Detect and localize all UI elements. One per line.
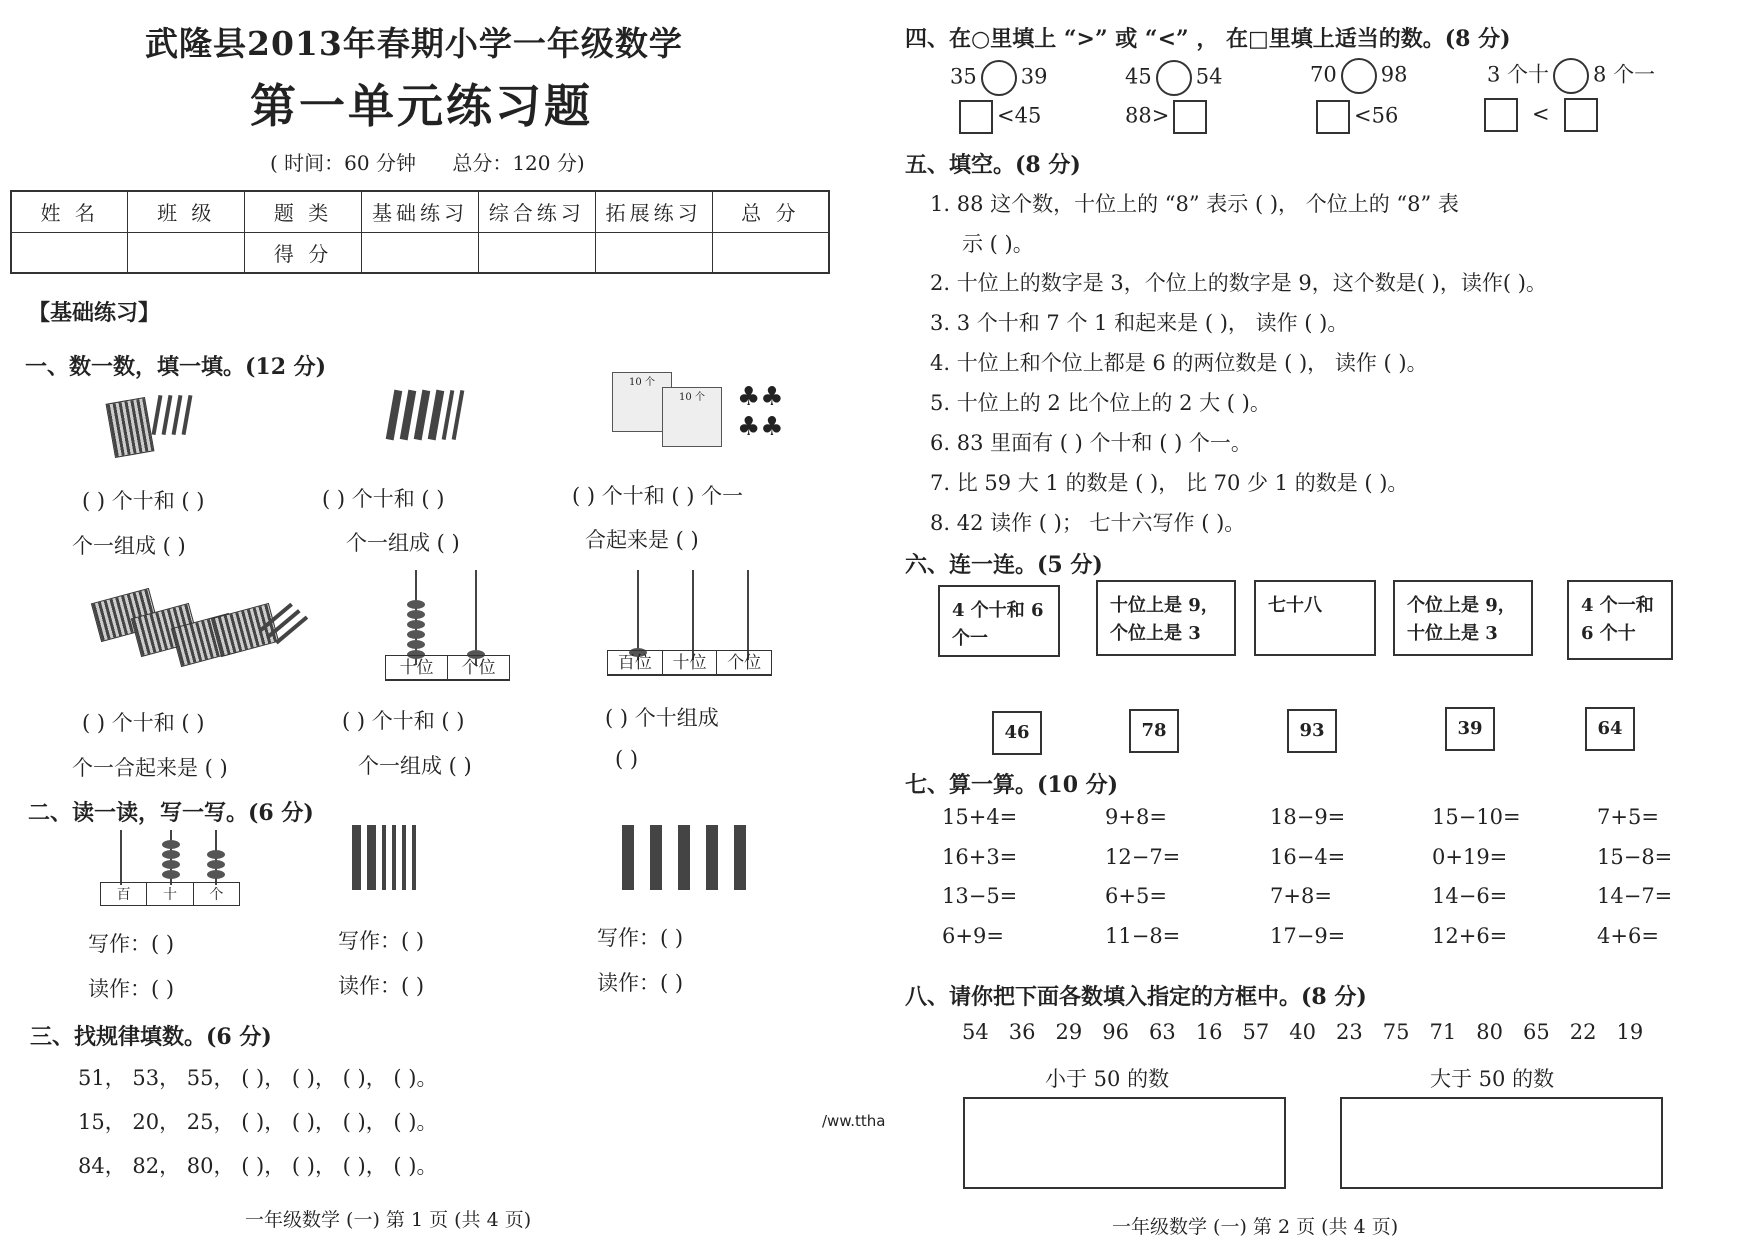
q3-row-3: 84， 82， 80， ( )， ( )， ( )， ( )。 bbox=[78, 1154, 438, 1178]
q4-left-num: 45 bbox=[1125, 64, 1152, 89]
score-combined-field[interactable] bbox=[478, 232, 595, 273]
answer-square[interactable] bbox=[1316, 100, 1350, 134]
score-header-cell: 基础练习 bbox=[362, 191, 479, 232]
calc-problem: 4+6= bbox=[1597, 924, 1659, 948]
place-label: 十位 bbox=[386, 656, 448, 680]
q1-item5-line2: 个一组成 ( ) bbox=[358, 754, 472, 778]
abacus-place-labels bbox=[607, 650, 772, 676]
score-total-field[interactable] bbox=[712, 232, 829, 273]
q5-heading: 五、填空。(8 分) bbox=[905, 152, 1081, 178]
bundles-sticks-picture bbox=[622, 825, 782, 895]
calc-problem: 14−6= bbox=[1432, 884, 1508, 908]
page-title-line2: 第一单元练习题 bbox=[250, 79, 593, 133]
answer-circle[interactable] bbox=[1156, 60, 1192, 96]
q1-item1-line1: ( ) 个十和 ( ) bbox=[82, 489, 205, 513]
q3-heading: 三、找规律填数。(6 分) bbox=[30, 1024, 272, 1050]
q5-item-1: 1. 88 这个数，十位上的 “8” 表示 ( )， 个位上的 “8” 表 bbox=[930, 192, 1459, 216]
score-header-cell: 班 级 bbox=[128, 191, 245, 232]
match-box-line: 十位上是 9， bbox=[1110, 595, 1219, 616]
match-box-line: 4 个一和 bbox=[1581, 595, 1654, 616]
q1-item3-line1: ( ) 个十和 ( ) 个一 bbox=[572, 484, 744, 508]
match-number-box[interactable]: 46 bbox=[992, 711, 1042, 755]
match-number-box[interactable]: 78 bbox=[1129, 709, 1179, 753]
q2-read-1: 读作：( ) bbox=[88, 977, 175, 1001]
match-number-box[interactable]: 64 bbox=[1585, 707, 1635, 751]
watermark: /ww.ttha bbox=[822, 1112, 886, 1130]
answer-circle[interactable] bbox=[981, 60, 1017, 96]
calc-problem: 7+5= bbox=[1597, 805, 1659, 829]
place-label: 个 bbox=[209, 887, 224, 903]
stick-bundle-icon bbox=[106, 397, 155, 458]
match-number-box[interactable]: 93 bbox=[1287, 709, 1337, 753]
place-label: 个位 bbox=[727, 653, 762, 673]
q1-item6-line1: ( ) 个十组成 bbox=[605, 706, 719, 730]
answer-circle[interactable] bbox=[1553, 58, 1589, 94]
q6-heading: 六、连一连。(5 分) bbox=[905, 552, 1103, 578]
bundle-sticks-picture bbox=[110, 390, 280, 460]
q4-fill-text: <56 bbox=[1354, 103, 1399, 128]
calc-problem: 0+19= bbox=[1432, 845, 1508, 869]
less-than-50-label: 小于 50 的数 bbox=[1045, 1067, 1170, 1091]
score-header-cell: 综合练习 bbox=[478, 191, 595, 232]
q1-item5-line1: ( ) 个十和 ( ) bbox=[342, 709, 465, 733]
match-box-line: 4 个十和 6 bbox=[952, 600, 1044, 621]
calc-problem: 14−7= bbox=[1597, 884, 1673, 908]
q5-item-7: 7. 比 59 大 1 的数是 ( )， 比 70 少 1 的数是 ( )。 bbox=[930, 471, 1409, 495]
q2-write-2: 写作：( ) bbox=[338, 929, 425, 953]
q4-compare-1 bbox=[950, 60, 1047, 96]
calc-problem: 13−5= bbox=[942, 884, 1018, 908]
calc-problem: 12+6= bbox=[1432, 924, 1508, 948]
q4-fill-text: < bbox=[1532, 101, 1550, 126]
place-label: 百位 bbox=[608, 651, 663, 675]
q1-item1-line2: 个一组成 ( ) bbox=[72, 534, 186, 558]
q1-item2-line2: 个一组成 ( ) bbox=[346, 531, 460, 555]
q3-row-1: 51， 53， 55， ( )， ( )， ( )， ( )。 bbox=[78, 1066, 438, 1090]
q4-heading: 四、在○里填上 “>” 或 “<” ， 在□里填上适当的数。(8 分) bbox=[905, 26, 1511, 52]
q5-item-5: 5. 十位上的 2 比个位上的 2 大 ( )。 bbox=[930, 391, 1271, 415]
score-table bbox=[10, 190, 830, 274]
place-label: 十 bbox=[147, 883, 193, 905]
section-basic-heading: 【基础练习】 bbox=[28, 300, 161, 326]
bells-icon: ♣♣ ♣♣ bbox=[737, 382, 784, 442]
q4-fill-2 bbox=[1125, 100, 1211, 134]
q5-item-6: 6. 83 里面有 ( ) 个十和 ( ) 个一。 bbox=[930, 431, 1252, 455]
q4-compare-4 bbox=[1487, 58, 1655, 94]
calc-problem: 11−8= bbox=[1105, 924, 1181, 948]
bags-picture bbox=[612, 372, 792, 452]
q1-heading: 一、数一数，填一填。(12 分) bbox=[25, 354, 327, 380]
calc-problem: 6+9= bbox=[942, 924, 1004, 948]
score-basic-field[interactable] bbox=[362, 232, 479, 273]
answer-square[interactable] bbox=[1173, 100, 1207, 134]
bundles-sticks-picture bbox=[352, 825, 482, 895]
page1-footer: 一年级数学 (一) 第 1 页 (共 4 页) bbox=[245, 1209, 532, 1231]
q4-fill-text: <45 bbox=[997, 103, 1042, 128]
q5-item-2: 2. 十位上的数字是 3，个位上的数字是 9，这个数是( )，读作( )。 bbox=[930, 271, 1547, 295]
match-box-line: 6 个十 bbox=[1581, 623, 1636, 644]
greater-than-50-label: 大于 50 的数 bbox=[1430, 1067, 1555, 1091]
answer-square[interactable] bbox=[959, 100, 993, 134]
calc-problem: 6+5= bbox=[1105, 884, 1167, 908]
q4-left-num: 3 个十 bbox=[1487, 62, 1550, 87]
calc-problem: 7+8= bbox=[1270, 884, 1332, 908]
page2-footer: 一年级数学 (一) 第 2 页 (共 4 页) bbox=[1112, 1216, 1399, 1238]
match-box[interactable] bbox=[1254, 580, 1376, 656]
match-box[interactable] bbox=[938, 585, 1060, 657]
match-box-line: 个位上是 9， bbox=[1407, 595, 1516, 616]
q4-compare-3 bbox=[1310, 58, 1407, 94]
abacus-place-labels bbox=[100, 882, 240, 906]
place-label: 个位 bbox=[461, 658, 496, 678]
exam-info bbox=[270, 147, 615, 176]
q4-right-num: 98 bbox=[1380, 62, 1408, 87]
match-box-line: 十位上是 3 bbox=[1407, 623, 1498, 644]
answer-square[interactable] bbox=[1484, 98, 1518, 132]
q1-item3-line2: 合起来是 ( ) bbox=[585, 528, 699, 552]
exam-total: 总分：120 分) bbox=[452, 151, 585, 175]
q4-fill-1 bbox=[955, 100, 1041, 134]
q1-item2-line1: ( ) 个十和 ( ) bbox=[322, 487, 445, 511]
class-field[interactable] bbox=[128, 232, 245, 273]
calc-problem: 16+3= bbox=[942, 845, 1018, 869]
calc-problem: 16−4= bbox=[1270, 845, 1346, 869]
match-box-line: 七十八 bbox=[1268, 595, 1322, 616]
q2-write-3: 写作：( ) bbox=[597, 926, 684, 950]
calc-problem: 15+4= bbox=[942, 805, 1018, 829]
q4-right-num: 54 bbox=[1195, 64, 1223, 89]
name-field[interactable] bbox=[11, 232, 128, 273]
greater-than-50-box[interactable] bbox=[1340, 1097, 1663, 1189]
q4-fill-4 bbox=[1480, 98, 1602, 132]
q8-numbers: 54 36 29 96 63 16 57 40 23 75 71 80 65 22 19 bbox=[962, 1020, 1644, 1044]
match-box[interactable] bbox=[1096, 580, 1236, 656]
calc-problem: 12−7= bbox=[1105, 845, 1181, 869]
many-bundles-picture bbox=[95, 585, 325, 675]
q7-heading: 七、算一算。(10 分) bbox=[905, 772, 1119, 798]
exam-time: ( 时间：60 分钟 bbox=[270, 151, 416, 175]
match-box[interactable] bbox=[1393, 580, 1533, 656]
calc-problem: 9+8= bbox=[1105, 805, 1167, 829]
q2-write-1: 写作：( ) bbox=[88, 932, 175, 956]
bag-icon: 10 个 bbox=[612, 372, 672, 432]
abacus-place-labels bbox=[385, 655, 510, 681]
place-label: 百 bbox=[101, 883, 147, 905]
q2-read-3: 读作：( ) bbox=[597, 971, 684, 995]
q4-compare-2 bbox=[1125, 60, 1222, 96]
q2-read-2: 读作：( ) bbox=[338, 974, 425, 998]
score-extended-field[interactable] bbox=[595, 232, 712, 273]
q4-right-num: 8 个一 bbox=[1593, 62, 1656, 87]
match-number-box[interactable]: 39 bbox=[1445, 707, 1495, 751]
score-header-cell: 总 分 bbox=[712, 191, 829, 232]
less-than-50-box[interactable] bbox=[963, 1097, 1286, 1189]
q2-heading: 二、读一读，写一写。(6 分) bbox=[28, 800, 314, 826]
match-box[interactable] bbox=[1567, 580, 1673, 660]
score-header-cell: 题 类 bbox=[245, 191, 362, 232]
place-label: 十位 bbox=[663, 651, 718, 675]
q5-item-3: 3. 3 个十和 7 个 1 和起来是 ( )， 读作 ( )。 bbox=[930, 311, 1349, 335]
q4-fill-text: 88> bbox=[1125, 103, 1170, 128]
calc-problem: 15−8= bbox=[1597, 845, 1673, 869]
q5-item-4: 4. 十位上和个位上都是 6 的两位数是 ( )， 读作 ( )。 bbox=[930, 351, 1428, 375]
calc-problem: 17−9= bbox=[1270, 924, 1346, 948]
q4-left-num: 70 bbox=[1310, 62, 1337, 87]
q8-heading: 八、请你把下面各数填入指定的方框中。(8 分) bbox=[905, 984, 1367, 1010]
q4-right-num: 39 bbox=[1020, 64, 1048, 89]
match-box-line: 个一 bbox=[952, 628, 988, 649]
q5-item-1-cont: 示 ( )。 bbox=[962, 232, 1034, 256]
q5-item-8: 8. 42 读作 ( )； 七十六写作 ( )。 bbox=[930, 511, 1246, 535]
q1-item6-line2: ( ) bbox=[615, 747, 639, 771]
q1-item4-line1: ( ) 个十和 ( ) bbox=[82, 711, 205, 735]
answer-circle[interactable] bbox=[1341, 58, 1377, 94]
answer-square[interactable] bbox=[1564, 98, 1598, 132]
score-header-cell: 拓展练习 bbox=[595, 191, 712, 232]
score-header-cell: 姓 名 bbox=[11, 191, 128, 232]
match-box-line: 个位上是 3 bbox=[1110, 623, 1201, 644]
bundles-picture bbox=[390, 390, 500, 450]
q1-item4-line2: 个一合起来是 ( ) bbox=[72, 756, 228, 780]
q4-fill-3 bbox=[1312, 100, 1398, 134]
page-title-line1: 武隆县2013年春期小学一年级数学 bbox=[145, 24, 683, 63]
q4-left-num: 35 bbox=[950, 64, 977, 89]
bag-icon: 10 个 bbox=[662, 387, 722, 447]
loose-sticks-icon bbox=[155, 395, 195, 439]
q3-row-2: 15， 20， 25， ( )， ( )， ( )， ( )。 bbox=[78, 1110, 438, 1134]
calc-problem: 18−9= bbox=[1270, 805, 1346, 829]
calc-problem: 15−10= bbox=[1432, 805, 1521, 829]
score-row-label: 得 分 bbox=[245, 232, 362, 273]
